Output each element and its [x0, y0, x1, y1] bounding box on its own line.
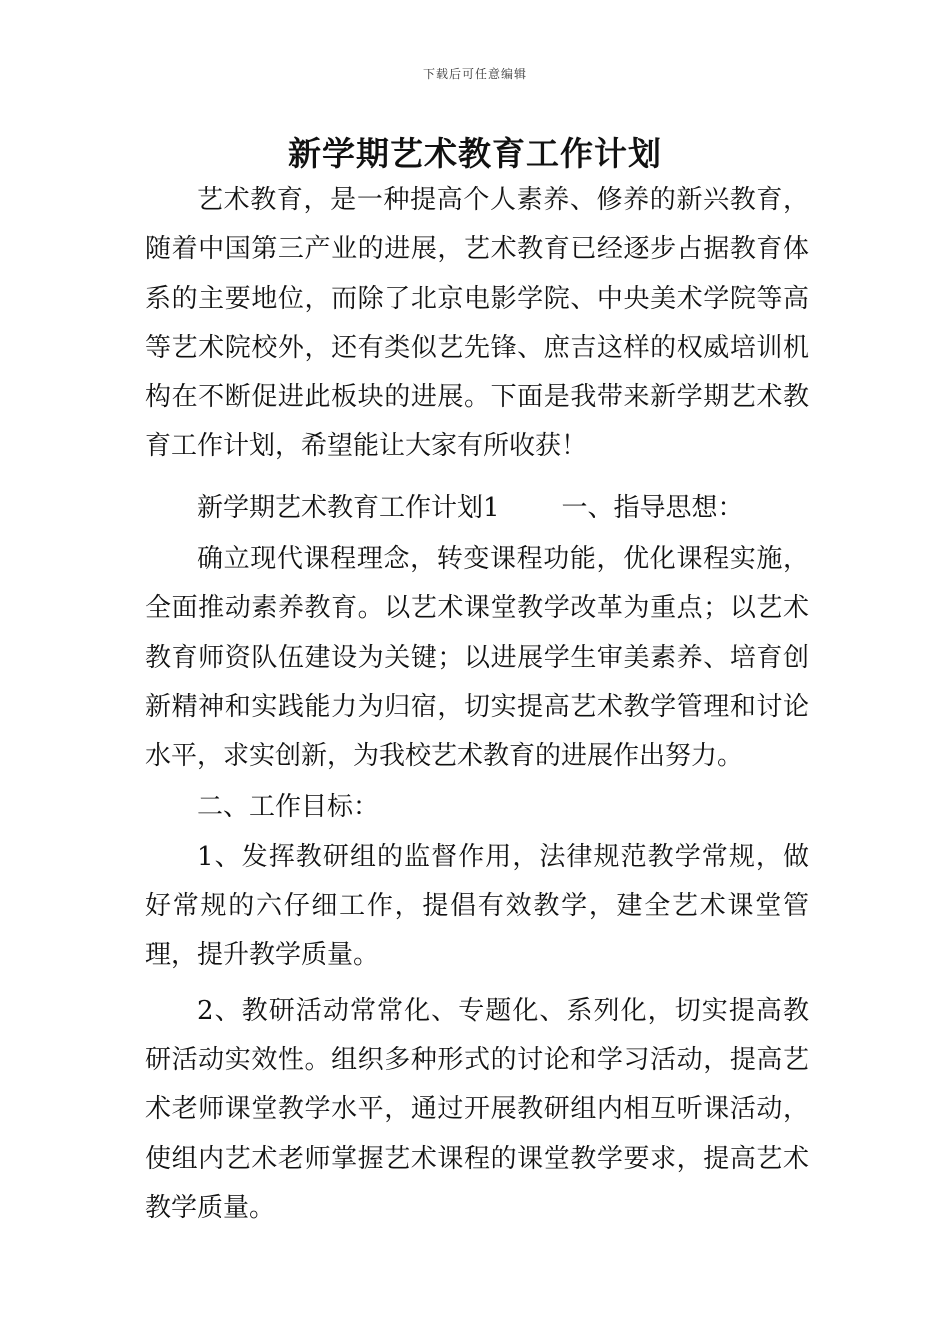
guiding-thought-heading: 一、指导思想： [561, 492, 744, 523]
goal-item-1: 1、发挥教研组的监督作用，法律规范教学常规，做好常规的六仔细工作，提倡有效教学，建全艺术课堂管理，提升教学质量。 [145, 841, 809, 971]
guiding-thought-paragraph: 确立现代课程理念，转变课程功能，优化课程实施，全面推动素养教育。以艺术课堂教学改革为重点；以艺术教育师资队伍建设为关键；以进展学生审美素养、培育创新精神和实践能力为归宿，切实提高艺术教学管理和讨论水平，求实创新，为我校艺术教育的进展作出努力。 [145, 544, 809, 772]
header-note: 下载后可任意编辑 [422, 67, 527, 81]
work-goals-heading: 二、工作目标： [197, 791, 380, 822]
intro-paragraph: 艺术教育，是一种提高个人素养、修养的新兴教育，随着中国第三产业的进展，艺术教育已经逐步占据教育体系的主要地位，而除了北京电影学院、中央美术学院等高等艺术院校外，还有类似艺先锋、庶吉这样的权威培训机构在不断促进此板块的进展。下面是我带来新学期艺术教育工作计划，希望能让大家有所收获！ [145, 185, 809, 462]
document-title: 新学期艺术教育工作计划 [288, 134, 662, 173]
plan-label: 新学期艺术教育工作计划1 [197, 492, 500, 523]
document-body [145, 176, 809, 1233]
goal-item-2: 2、教研活动常常化、专题化、系列化，切实提高教研活动实效性。组织多种形式的讨论和学习活动，提高艺术老师课堂教学水平，通过开展教研组内相互听课活动，使组内艺术老师掌握艺术课程的课堂教学要求，提高艺术教学质量。 [145, 995, 809, 1223]
section-heading-line [145, 484, 809, 533]
